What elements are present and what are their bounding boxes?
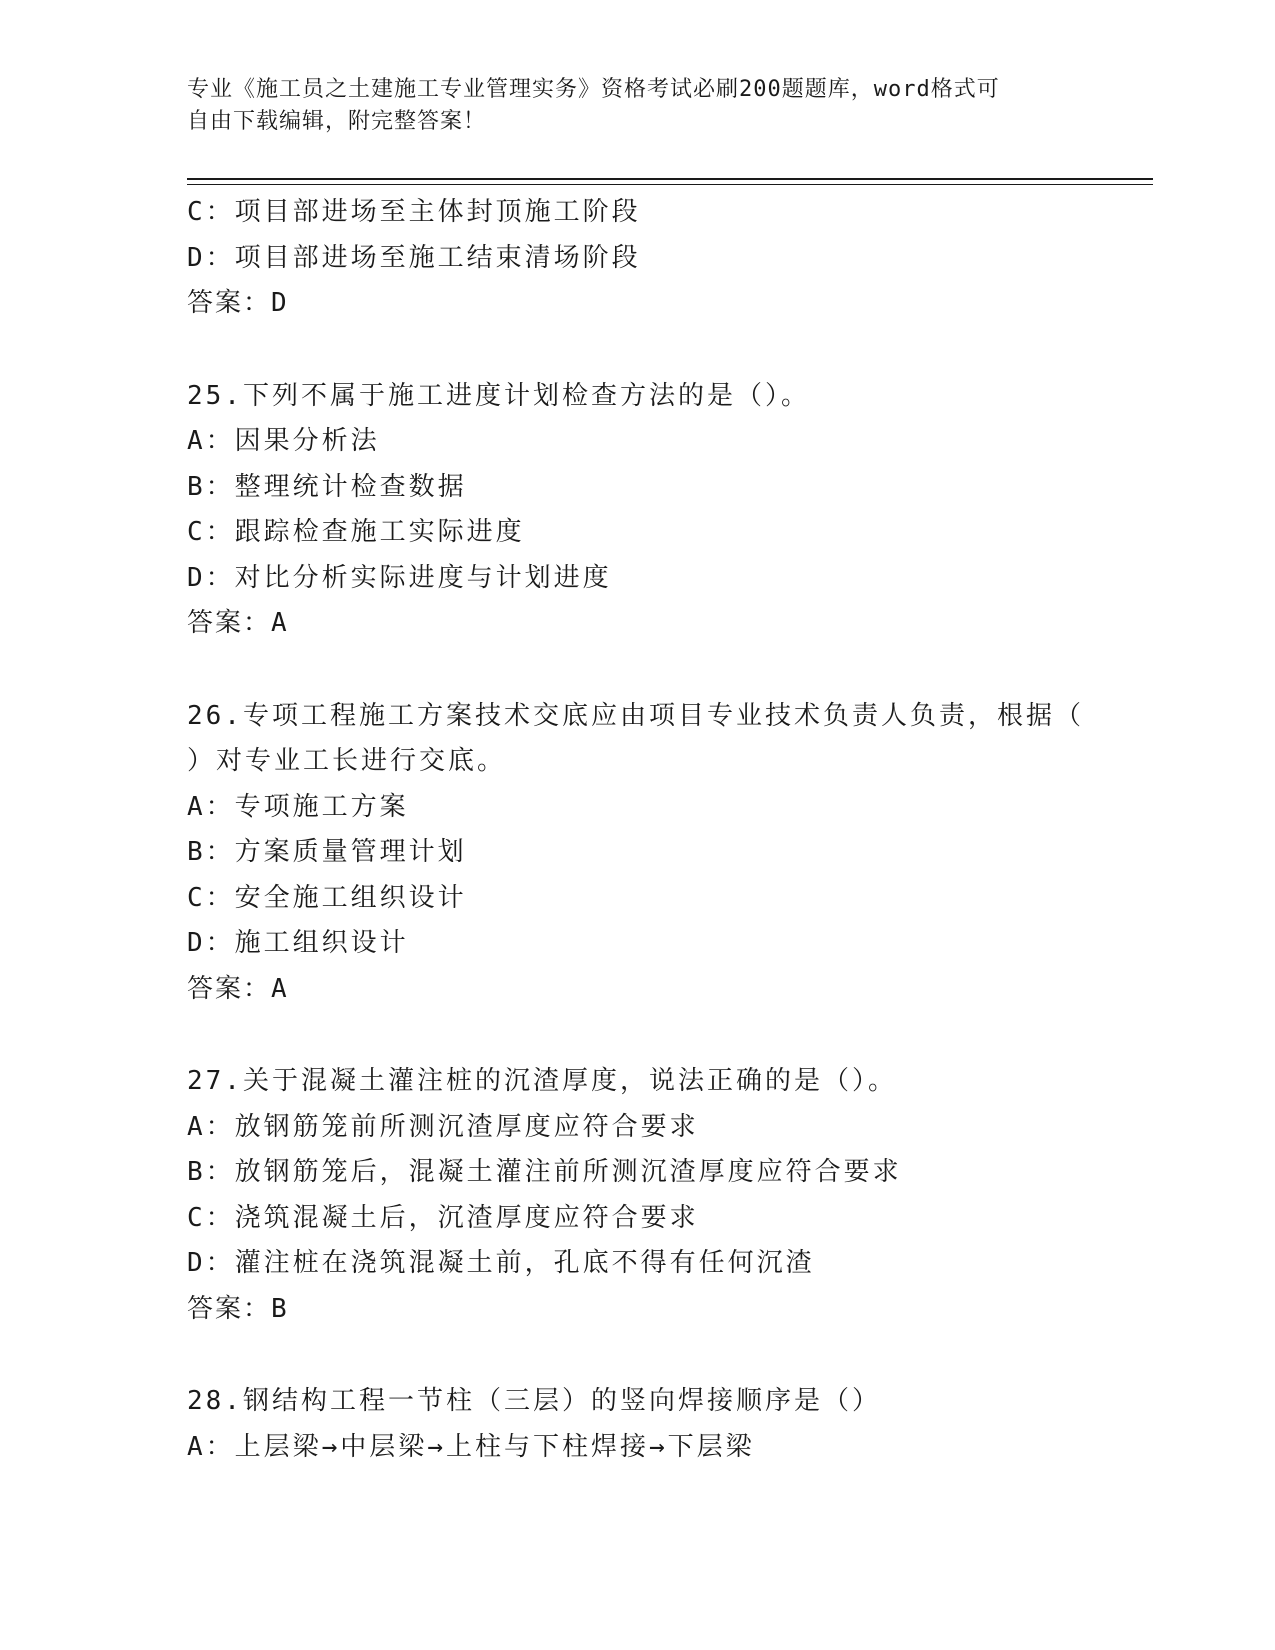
answer-line	[187, 967, 1087, 1013]
question-block-28	[187, 1379, 1087, 1470]
option-b: B：整理统计检查数据	[187, 471, 467, 502]
answer-value: B	[271, 1293, 289, 1324]
option-a: A：上层梁→中层梁→上柱与下柱焊接→下层梁	[187, 1431, 755, 1462]
option-b: B：方案质量管理计划	[187, 837, 467, 867]
option-a: A：放钢筋笼前所测沉渣厚度应符合要求	[187, 1111, 699, 1142]
option-a: A：专项施工方案	[187, 791, 409, 822]
question-gap	[187, 327, 1087, 374]
question-block-27	[187, 1059, 1087, 1332]
option-d: D：施工组织设计	[187, 928, 409, 958]
header-divider-thick	[187, 178, 1153, 180]
answer-line	[187, 601, 1087, 647]
answer-label: 答案：	[187, 973, 272, 1004]
answer-line	[187, 1287, 1087, 1333]
question-gap	[187, 1332, 1087, 1379]
option-c: C：跟踪检查施工实际进度	[187, 517, 525, 547]
page-header	[187, 74, 1087, 138]
question-block-26	[187, 694, 1087, 1013]
header-title-line-2: 自由下载编辑，附完整答案！	[187, 109, 487, 134]
option-c: C：项目部进场至主体封顶施工阶段	[187, 197, 641, 227]
option-c: C：安全施工组织设计	[187, 882, 467, 913]
question-block-25	[187, 374, 1087, 647]
header-title-line-1: 专业《施工员之土建施工专业管理实务》资格考试必刷200题题库，word格式可	[187, 77, 1000, 102]
option-a: A：因果分析法	[187, 426, 380, 456]
option-d: D：灌注桩在浇筑混凝土前，孔底不得有任何沉渣	[187, 1248, 815, 1278]
answer-value: D	[271, 288, 289, 318]
question-block-prev	[187, 190, 1087, 327]
header-divider-thin	[187, 184, 1153, 185]
question-content	[187, 190, 1087, 1470]
question-gap	[187, 647, 1087, 694]
question-stem: 28.钢结构工程一节柱（三层）的竖向焊接顺序是（）	[187, 1386, 881, 1416]
question-stem: 26.专项工程施工方案技术交底应由项目专业技术负责人负责，根据（	[187, 700, 1084, 731]
answer-value: A	[271, 608, 289, 638]
answer-label: 答案：	[187, 1293, 272, 1324]
question-stem-continued: ）对专业工长进行交底。	[187, 746, 507, 776]
question-stem: 27.关于混凝土灌注桩的沉渣厚度，说法正确的是（）。	[187, 1066, 897, 1096]
option-d: D：项目部进场至施工结束清场阶段	[187, 242, 641, 273]
answer-label: 答案：	[187, 288, 272, 318]
option-b: B：放钢筋笼后，混凝土灌注前所测沉渣厚度应符合要求	[187, 1157, 902, 1187]
option-d: D：对比分析实际进度与计划进度	[187, 562, 612, 593]
question-gap	[187, 1012, 1087, 1059]
answer-label: 答案：	[187, 608, 272, 638]
answer-value: A	[271, 973, 289, 1004]
option-c: C：浇筑混凝土后，沉渣厚度应符合要求	[187, 1202, 699, 1233]
question-stem: 25.下列不属于施工进度计划检查方法的是（）。	[187, 380, 810, 411]
answer-line	[187, 281, 1087, 327]
